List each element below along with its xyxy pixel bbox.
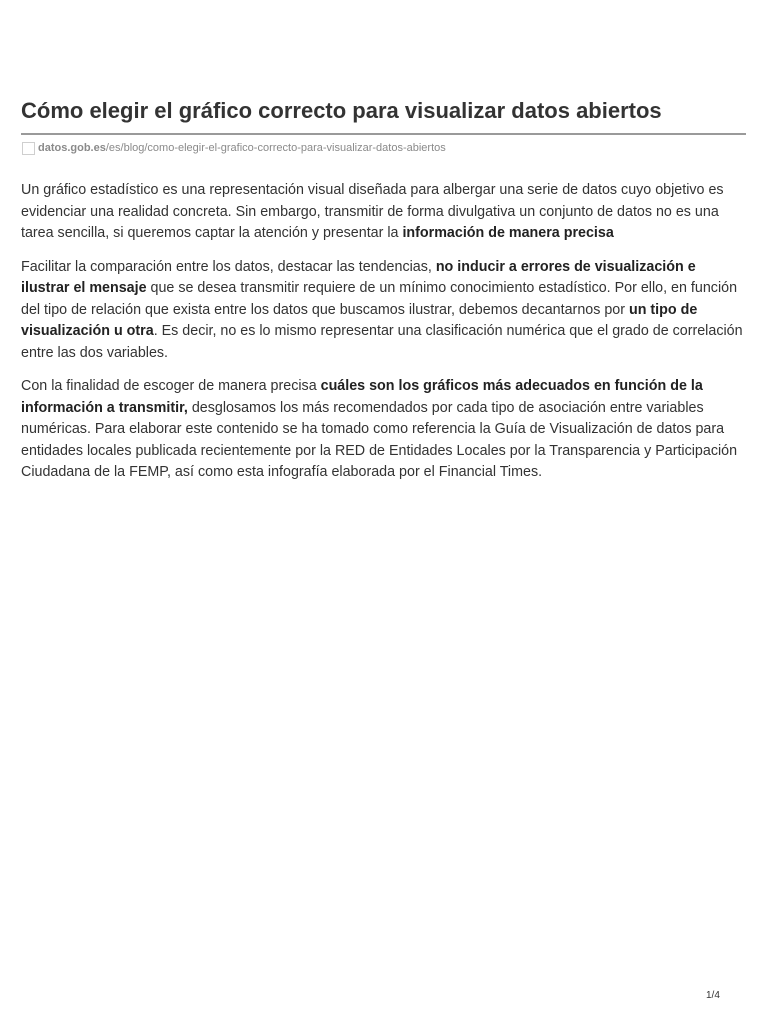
paragraph-emphasis: información de manera precisa xyxy=(402,225,614,241)
paragraph-text: que se desea transmitir requiere de un mínimo conocimiento estadístico. Por ello, en función del tipo de relación que exista entre los datos que buscamos ilustrar, debemos decantarnos por xyxy=(21,280,738,318)
title-divider xyxy=(21,133,746,135)
article-body xyxy=(21,180,747,496)
source-path[interactable]: /es/blog/como-elegir-el-grafico-correcto-para-visualizar-datos-abiertos xyxy=(105,142,446,154)
paragraph-1 xyxy=(21,180,747,245)
paragraph-text: desglosamos los más recomendados por cada tipo de asociación entre variables numéricas. Para elaborar este contenido se ha tomado como referencia la Guía de Visualización de datos para entidades locales publicada recientemente por la RED de Entidades Locales por la Transparencia y Participación Ciudadana de la FEMP, así como esta infografía elaborada por el Financial Times. xyxy=(21,399,738,480)
paragraph-emphasis: no inducir a errores de visualización e ilustrar el mensaje xyxy=(21,258,696,296)
source-domain[interactable]: datos.gob.es xyxy=(38,142,106,154)
paragraph-text: . Es decir, no es lo mismo representar una clasificación numérica que el grado de correlación entre las dos variables. xyxy=(21,323,743,361)
paragraph-text: Facilitar la comparación entre los datos, destacar las tendencias, xyxy=(21,258,436,275)
paragraph-emphasis: cuáles son los gráficos más adecuados en función de la información a transmitir, xyxy=(21,378,703,416)
page-number: 1/4 xyxy=(706,990,720,1001)
source-url[interactable] xyxy=(22,140,446,156)
paragraph-2 xyxy=(21,257,747,365)
paragraph-text: Un gráfico estadístico es una representación visual diseñada para albergar una serie de datos cuyo objetivo es evidenciar una realidad concreta. Sin embargo, transmitir de forma divulgativa un conjunto de datos no es una tarea sencilla, si queremos captar la atención y presentar la xyxy=(21,182,724,241)
paragraph-3 xyxy=(21,376,747,484)
page-icon xyxy=(22,142,35,155)
paragraph-emphasis: un tipo de visualización u otra xyxy=(21,301,698,339)
page-title: Cómo elegir el gráfico correcto para visualizar datos abiertos xyxy=(21,98,662,123)
paragraph-text: Con la finalidad de escoger de manera precisa xyxy=(21,378,321,394)
